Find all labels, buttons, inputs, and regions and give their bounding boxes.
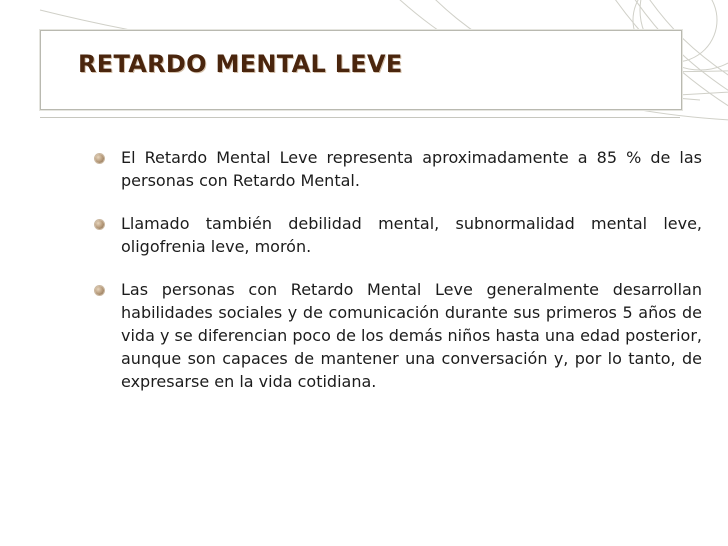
bullet-dot-icon xyxy=(95,220,104,229)
bullet-list xyxy=(0,146,728,393)
bullet-text: El Retardo Mental Leve representa aproximadamente a 85 % de las personas con Retardo Mental. xyxy=(121,148,702,190)
bullet-item xyxy=(0,278,728,393)
bullet-item xyxy=(0,212,728,258)
bullet-text: Las personas con Retardo Mental Leve generalmente desarrollan habilidades sociales y de comunicación durante sus primeros 5 años de vida y se diferencian poco de los demás niños hasta una edad posterior, aunque son capaces de mantener una conversación y, por lo tanto, de expresarse en la vida cotidiana. xyxy=(121,280,702,391)
bullet-dot-icon xyxy=(95,286,104,295)
title-divider xyxy=(40,117,680,118)
slide-content xyxy=(0,146,728,413)
bullet-text: Llamado también debilidad mental, subnormalidad mental leve, oligofrenia leve, morón. xyxy=(121,214,702,256)
bullet-dot-icon xyxy=(95,154,104,163)
slide-title: RETARDO MENTAL LEVE xyxy=(78,50,403,78)
bullet-item xyxy=(0,146,728,192)
